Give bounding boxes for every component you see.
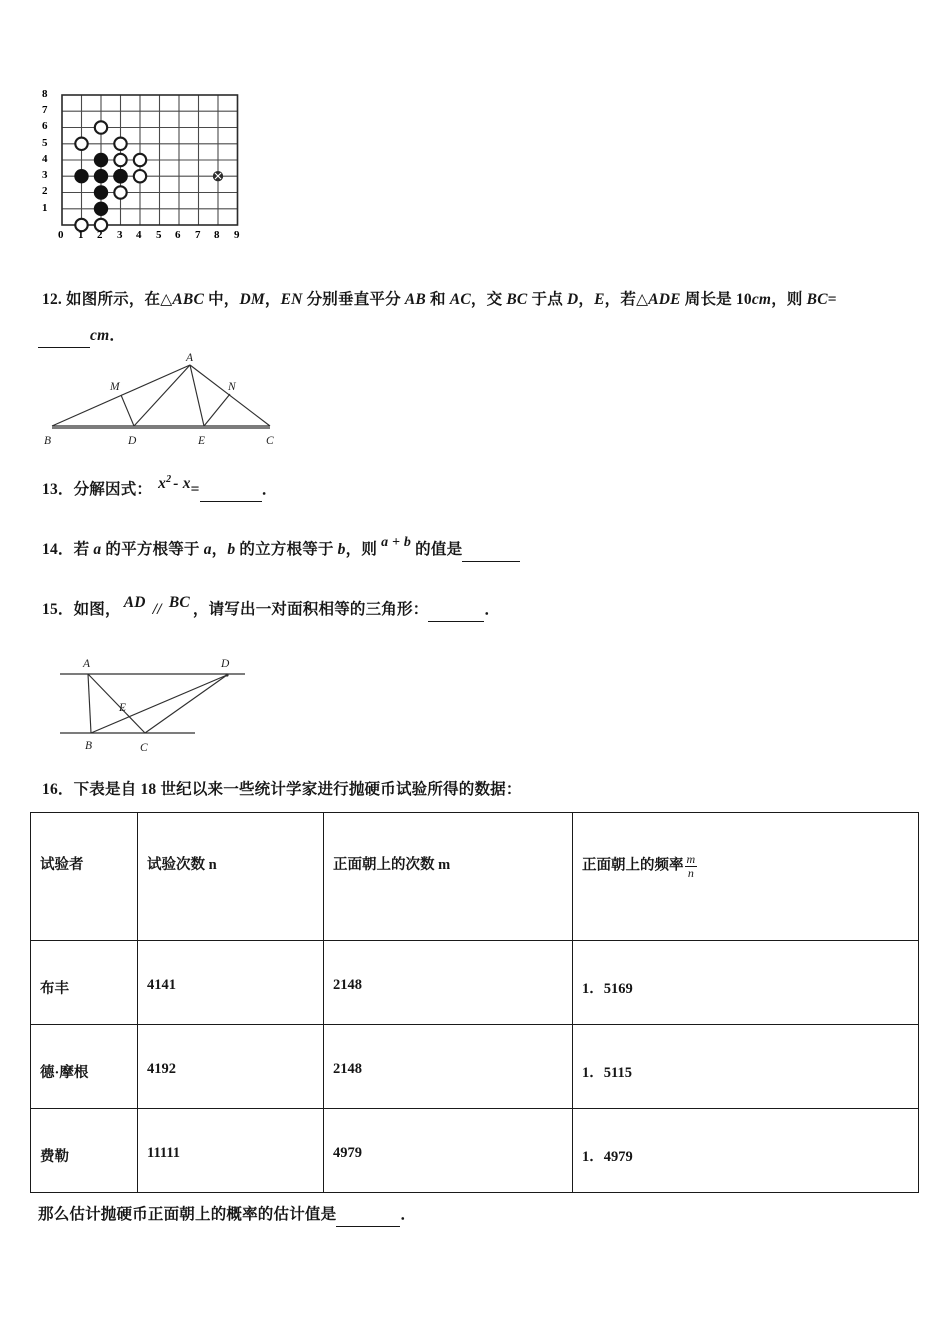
triangle-label-B: B xyxy=(44,435,52,447)
x-axis-label: 9 xyxy=(234,229,240,241)
header-frequency-text: 正面朝上的频率 xyxy=(582,857,684,874)
q12-var: BC xyxy=(506,291,528,308)
header-frequency xyxy=(573,813,919,941)
q12-var: E xyxy=(594,291,605,308)
q12-text-part: 周长是 10 xyxy=(680,291,752,308)
q12-var: AC xyxy=(449,291,471,308)
parallel-lines-figure xyxy=(55,645,270,760)
q15-var: AD xyxy=(123,594,146,611)
q14-text-part: ，则 xyxy=(345,541,382,558)
answer-blank[interactable] xyxy=(336,1203,400,1227)
cell-experimenter: 德·摩根 xyxy=(31,1025,138,1109)
triangle-abc-figure xyxy=(38,348,288,448)
triangle-label-C: C xyxy=(266,435,274,447)
parallel-label-D: D xyxy=(221,658,230,670)
fraction-m-over-n xyxy=(685,853,698,879)
question-13 xyxy=(42,474,278,502)
q13-equals: = xyxy=(190,481,200,499)
footer-period: ． xyxy=(400,1206,417,1223)
question-16-footer xyxy=(38,1203,416,1227)
triangle-label-E: E xyxy=(198,435,206,447)
table-row xyxy=(31,941,919,1025)
x-axis-label: 1 xyxy=(78,229,84,241)
answer-blank[interactable] xyxy=(38,324,90,348)
parallel-label-C: C xyxy=(140,742,148,754)
footer-text: 那么估计抛硬币正面朝上的概率的估计值是 xyxy=(38,1206,337,1223)
q14-expr: a + b xyxy=(381,535,412,550)
y-axis-label: 2 xyxy=(42,185,48,197)
coordinate-grid-figure xyxy=(30,85,260,260)
triangle-label-N: N xyxy=(228,381,236,393)
header-heads: 正面朝上的次数 m xyxy=(324,813,573,941)
table-row xyxy=(31,1109,919,1193)
triangle-label-M: M xyxy=(110,381,120,393)
x-axis-label: 7 xyxy=(195,229,201,241)
q12-text-part: ， xyxy=(578,291,595,308)
parallel-label-B: B xyxy=(85,740,93,752)
q12-unit: cm xyxy=(90,327,110,344)
cell-trials: 11111 xyxy=(138,1109,324,1193)
q14-text-part: 的值是 xyxy=(411,541,463,558)
q14-var: b xyxy=(227,541,236,558)
y-axis-label: 6 xyxy=(42,120,48,132)
grid-svg xyxy=(30,85,260,260)
q12-text-part: 于点 xyxy=(527,291,568,308)
q14-var: b xyxy=(337,541,346,558)
q12-text-part: = xyxy=(827,291,837,308)
answer-blank[interactable] xyxy=(462,538,520,562)
x-axis-label: 0 xyxy=(58,229,64,241)
question-12-line-1 xyxy=(42,288,837,311)
cell-frequency: 1．5115 xyxy=(573,1025,919,1109)
header-trials: 试验次数 n xyxy=(138,813,324,941)
cell-experimenter: 布丰 xyxy=(31,941,138,1025)
q14-var: a xyxy=(93,541,102,558)
cell-trials: 4192 xyxy=(138,1025,324,1109)
q12-period: ． xyxy=(109,327,126,344)
coin-toss-table xyxy=(30,812,919,1193)
question-16-stem xyxy=(42,778,522,801)
q12-var: EN xyxy=(280,291,303,308)
cell-heads: 2148 xyxy=(324,1025,573,1109)
y-axis-label: 8 xyxy=(42,88,48,100)
y-axis-label: 7 xyxy=(42,104,48,116)
q12-text-part: 12. 如图所示，在△ xyxy=(42,291,173,308)
y-axis-label: 1 xyxy=(42,202,48,214)
answer-blank[interactable] xyxy=(200,478,262,502)
table-row xyxy=(31,1025,919,1109)
cell-heads: 4979 xyxy=(324,1109,573,1193)
q13-expr-base: x xyxy=(158,475,167,493)
triangle-label-A: A xyxy=(186,352,194,364)
q14-text-part: ， xyxy=(211,541,228,558)
header-experimenter: 试验者 xyxy=(31,813,138,941)
q12-var: DM xyxy=(239,291,265,308)
parallel-label-E: E xyxy=(119,702,127,714)
y-axis-label: 5 xyxy=(42,137,48,149)
q15-text-part: ，请写出一对面积相等的三角形： xyxy=(192,601,429,618)
q15-text-part: 15．如图， xyxy=(42,601,121,618)
x-axis-label: 4 xyxy=(136,229,142,241)
x-axis-label: 5 xyxy=(156,229,162,241)
fraction-denominator: n xyxy=(687,865,694,880)
q12-var: AB xyxy=(404,291,426,308)
q12-text-part: ， xyxy=(264,291,281,308)
triangle-svg xyxy=(38,348,288,448)
parallel-svg xyxy=(55,645,270,760)
q14-var: a xyxy=(203,541,212,558)
cell-trials: 4141 xyxy=(138,941,324,1025)
question-12-line-2 xyxy=(38,324,125,348)
q12-var: D xyxy=(567,291,579,308)
q13-expr-sup: 2 xyxy=(166,474,172,485)
cell-frequency: 1．4979 xyxy=(573,1109,919,1193)
q16-stem-text: 16．下表是自 18 世纪以来一些统计学家进行抛硬币试验所得的数据： xyxy=(42,781,522,798)
x-axis-label: 6 xyxy=(175,229,181,241)
q14-text-part: 的平方根等于 xyxy=(101,541,204,558)
fraction-numerator: m xyxy=(686,852,696,866)
triangle-label-D: D xyxy=(128,435,137,447)
answer-blank[interactable] xyxy=(428,598,484,622)
x-axis-label: 2 xyxy=(97,229,103,241)
q12-var: cm xyxy=(751,291,772,308)
question-15 xyxy=(42,594,501,622)
q14-text-part: 的立方根等于 xyxy=(235,541,338,558)
q12-var: ABC xyxy=(172,291,204,308)
cell-experimenter: 费勒 xyxy=(31,1109,138,1193)
cell-heads: 2148 xyxy=(324,941,573,1025)
table-header-row xyxy=(31,813,919,941)
q12-text-part: 分别垂直平分 xyxy=(302,291,405,308)
x-axis-label: 3 xyxy=(117,229,123,241)
q12-text-part: ，交 xyxy=(470,291,507,308)
q12-text-part: ，若△ xyxy=(604,291,649,308)
y-axis-label: 3 xyxy=(42,169,48,181)
q12-text-part: 和 xyxy=(425,291,450,308)
grid-marker-icon xyxy=(213,171,223,181)
q15-var: BC xyxy=(168,594,190,611)
q12-text-part: 中， xyxy=(204,291,240,308)
y-axis-label: 4 xyxy=(42,153,48,165)
q12-text-part: ，则 xyxy=(771,291,807,308)
x-axis-label: 8 xyxy=(214,229,220,241)
cell-frequency: 1．5169 xyxy=(573,941,919,1025)
q15-parallel-symbol: // xyxy=(148,601,166,618)
q12-var: BC xyxy=(806,291,828,308)
q13-period: ． xyxy=(261,481,278,499)
q13-expr-rest: - x xyxy=(173,475,191,493)
q15-period: ． xyxy=(484,601,501,618)
q13-label: 13．分解因式： xyxy=(42,481,153,499)
q12-var: ADE xyxy=(648,291,681,308)
q14-text-part: 14．若 xyxy=(42,541,94,558)
question-14 xyxy=(42,535,520,562)
parallel-label-A: A xyxy=(83,658,91,670)
